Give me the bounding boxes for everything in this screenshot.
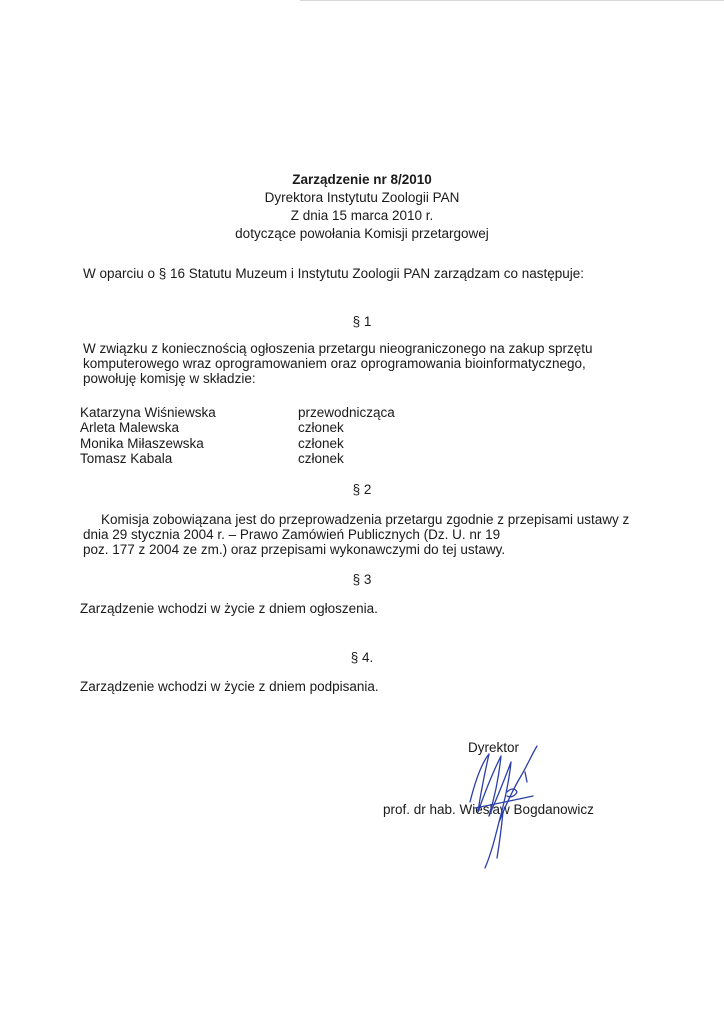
committee-members-list [80, 405, 395, 466]
member-role: członek [298, 450, 344, 466]
section-1-line: W związku z koniecznością ogłoszenia przetargu nieograniczonego na zakup sprzętu [83, 341, 593, 356]
section-2-line: poz. 177 z 2004 ze zm.) oraz przepisami wykonawczymi do tej ustawy. [83, 542, 506, 557]
section-1-heading: § 1 [352, 314, 372, 329]
member-row [80, 436, 395, 451]
member-role: członek [298, 435, 344, 451]
member-role: przewodnicząca [298, 405, 395, 420]
header-subject: dotyczące powołania Komisji przetargowej [235, 226, 489, 241]
section-2-text [83, 512, 629, 557]
member-name: Tomasz Kabala [80, 450, 173, 466]
section-1-line: komputerowego wraz oprogramowaniem oraz oprogramowania bioinformatycznego, [83, 356, 586, 371]
member-row [80, 451, 395, 466]
member-row [80, 420, 395, 435]
section-1-line: powołuję komisję w składzie: [83, 371, 256, 386]
member-name: Monika Miłaszewska [80, 435, 204, 451]
signatory-name: prof. dr hab. Wiesław Bogdanowicz [383, 802, 594, 817]
member-role: członek [298, 420, 344, 436]
section-3-text: Zarządzenie wchodzi w życie z dniem ogłoszenia. [80, 601, 378, 616]
member-name: Katarzyna Wiśniewska [80, 405, 216, 420]
member-name: Arleta Malewska [80, 420, 180, 436]
section-1-text [83, 341, 593, 386]
section-3-heading: § 3 [352, 572, 372, 587]
document-title: Zarządzenie nr 8/2010 [292, 172, 432, 187]
intro-paragraph: W oparciu o § 16 Statutu Muzeum i Instytutu Zoologii PAN zarządzam co następuje: [83, 266, 584, 281]
section-2-line: Komisja zobowiązana jest do przeprowadzenia przetargu zgodnie z przepisami ustawy z [101, 512, 630, 527]
section-2-heading: § 2 [352, 482, 372, 497]
handwritten-signature [445, 742, 555, 872]
scan-edge-line [300, 0, 724, 1]
section-4-text: Zarządzenie wchodzi w życie z dniem podpisania. [80, 679, 379, 694]
header-date: Z dnia 15 marca 2010 r. [290, 208, 434, 223]
document-header [0, 171, 724, 243]
signatory-position: Dyrektor [468, 740, 520, 755]
section-4-heading: § 4. [350, 650, 374, 665]
section-2-line: dnia 29 stycznia 2004 r. – Prawo Zamówień Publicznych (Dz. U. nr 19 [83, 527, 501, 542]
member-row [80, 405, 395, 420]
header-issuer: Dyrektora Instytutu Zoologii PAN [264, 190, 460, 205]
